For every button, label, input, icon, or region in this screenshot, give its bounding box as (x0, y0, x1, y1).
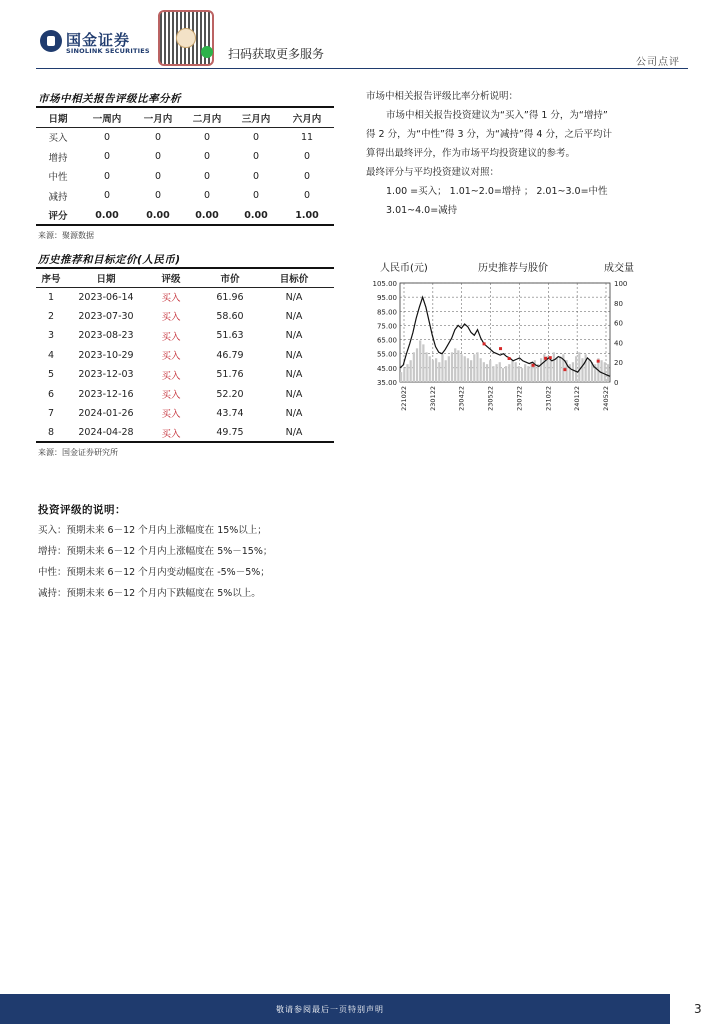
target-price-cell: N/A (285, 388, 303, 400)
rating-explain-line-4: 最终评分与平均投资建议对照： (366, 167, 500, 178)
date-cell: 2023-12-16 (78, 388, 134, 400)
six-month-cell: 0 (303, 190, 311, 202)
chart-title: 历史推荐与股价 (478, 263, 548, 274)
chart-volume-bar (556, 358, 558, 382)
spacer-cell (324, 346, 334, 365)
table-row (36, 365, 334, 384)
week-cell: 0.00 (95, 209, 119, 221)
chart-volume-bar (508, 364, 510, 382)
table-row (36, 326, 334, 345)
spacer-cell (324, 365, 334, 384)
chart-volume-bar (457, 350, 459, 382)
chart-xtick-label: 221022 (400, 386, 408, 411)
page-number: 3 (694, 1002, 702, 1016)
table-row (36, 206, 334, 226)
six-month-cell: 11 (300, 131, 314, 143)
spacer-cell (324, 268, 334, 287)
header-divider (36, 68, 688, 69)
chart-xtick-label: 240522 (602, 386, 610, 411)
chart-volume-bar (480, 358, 482, 382)
chart-volume-bar (454, 348, 456, 382)
wechat-badge-icon (201, 46, 213, 58)
column-header: 日期 (96, 273, 116, 285)
chart-volume-bar (419, 340, 421, 382)
table-row (36, 167, 334, 187)
price-cell: 58.60 (216, 310, 244, 322)
spacer-cell (324, 307, 334, 326)
index-cell: 2 (47, 310, 55, 322)
index-cell: 1 (47, 291, 55, 303)
rating-explain-line-6: 3.01~4.0=减持 (386, 205, 458, 216)
history-table (36, 268, 334, 443)
rating-def-buy: 买入：预期未来 6－12 个月内上涨幅度在 15%以上； (38, 525, 267, 536)
company-name-en: SINOLINK SECURITIES (66, 47, 150, 55)
chart-volume-bar (473, 354, 475, 382)
chart-rating-marker (499, 347, 502, 350)
rating-cell: 买入 (161, 312, 181, 324)
chart-right-axis (614, 280, 627, 387)
two-month-cell: 0.00 (195, 209, 219, 221)
rating-stats-bottom-rule (36, 224, 334, 226)
rating-explain-line-2: 得 2 分，为“中性”得 3 分，为“减持”得 4 分，之后平均计 (366, 129, 612, 140)
rating-explain-line-1: 市场中相关报告投资建议为“买入”得 1 分，为“增持” (386, 110, 608, 121)
chart-volume-bar (527, 366, 529, 382)
history-header-rule (36, 287, 334, 288)
rating-explain-title: 市场中相关报告评级比率分析说明： (366, 91, 519, 102)
rating-cell: 买入 (161, 293, 181, 305)
chart-y2tick-label: 40 (614, 339, 623, 348)
chart-rating-marker (508, 357, 511, 360)
week-cell: 0 (103, 190, 111, 202)
row-label-cell: 买入 (48, 133, 68, 145)
row-label-cell: 减持 (48, 191, 68, 203)
chart-volume-bar (413, 352, 415, 382)
chart-volume-bar (438, 362, 440, 382)
qr-center-logo-icon (176, 28, 196, 48)
date-cell: 2024-01-26 (78, 407, 134, 419)
chart-ytick-label: 105.00 (372, 280, 397, 288)
chart-volume-bar (470, 360, 472, 382)
chart-volume-bar (600, 360, 602, 382)
chart-xtick-label: 230522 (486, 386, 495, 411)
chart-y2tick-label: 20 (614, 359, 623, 368)
two-month-cell: 0 (203, 170, 211, 182)
column-header: 日期 (48, 113, 68, 125)
column-header: 序号 (41, 273, 61, 285)
column-header: 三月内 (241, 113, 271, 125)
table-row (36, 423, 334, 442)
rating-def-neutral: 中性：预期未来 6－12 个月内变动幅度在 -5%－5%； (38, 567, 270, 578)
date-cell: 2023-06-14 (78, 291, 134, 303)
chart-volume-bar (511, 360, 513, 382)
history-source: 来源：国金证券研究所 (38, 448, 118, 457)
footer-disclaimer-link[interactable]: 敬请参阅最后一页特别声明 (276, 1005, 384, 1014)
two-month-cell: 0 (203, 151, 211, 163)
column-header: 二月内 (192, 113, 222, 125)
index-cell: 7 (47, 407, 55, 419)
chart-rating-marker (549, 356, 552, 359)
chart-volume-bar (429, 356, 431, 382)
rating-def-underweight: 减持：预期未来 6－12 个月内下跌幅度在 5%以上。 (38, 588, 261, 599)
two-month-cell: 0 (203, 190, 211, 202)
chart-volume-bar (451, 352, 453, 382)
chart-ytick-label: 75.00 (376, 322, 397, 331)
rating-explain-line-3: 算得出最终评分，作为市场平均投资建议的参考。 (366, 148, 576, 159)
price-cell: 51.76 (216, 369, 244, 381)
chart-volume-bar (578, 352, 580, 382)
chart-ytick-label: 95.00 (376, 294, 397, 303)
date-cell: 2024-04-28 (78, 427, 134, 439)
chart-volume-bar (572, 362, 574, 382)
company-name-cn: 国金证券 (66, 31, 131, 49)
chart-volume-bar (499, 362, 501, 382)
rating-explain-line-5: 1.00 =买入； 1.01~2.0=增持 ； 2.01~3.0=中性 (386, 186, 608, 197)
price-cell: 61.96 (216, 291, 244, 303)
chart-volume-bar (425, 352, 427, 382)
rating-stats-header-rule (36, 127, 334, 128)
rating-stats-source: 来源：聚源数据 (38, 231, 94, 240)
chart-rating-marker (483, 342, 486, 345)
index-cell: 4 (47, 349, 55, 361)
chart-volume-bar (441, 354, 443, 382)
column-header: 目标价 (279, 273, 309, 285)
target-price-cell: N/A (285, 330, 303, 342)
chart-volume-bar (540, 358, 542, 382)
chart-y2tick-label: 0 (614, 379, 619, 387)
chart-volume-bar (476, 352, 478, 382)
chart-volume-bar (492, 366, 494, 382)
three-month-cell: 0 (252, 151, 260, 163)
column-header: 一周内 (92, 113, 122, 125)
table-row (36, 128, 334, 148)
week-cell: 0 (103, 151, 111, 163)
chart-rating-marker (597, 360, 600, 363)
rating-def-title: 投资评级的说明： (38, 504, 126, 516)
chart-volume-bar (406, 364, 408, 382)
rating-stats-table (36, 108, 334, 225)
date-cell: 2023-07-30 (78, 310, 134, 322)
index-cell: 8 (47, 427, 55, 439)
chart-xtick-label: 230122 (428, 386, 437, 411)
index-cell: 3 (47, 330, 55, 342)
chart-volume-bar (607, 364, 609, 382)
date-cell: 2023-08-23 (78, 330, 134, 342)
spacer-cell (324, 423, 334, 442)
three-month-cell: 0 (252, 190, 260, 202)
chart-left-axis (373, 280, 398, 387)
table-row (36, 346, 334, 365)
chart-volume-bar (489, 360, 491, 382)
table-row (36, 147, 334, 167)
six-month-cell: 0 (303, 170, 311, 182)
history-title: 历史推荐和目标定价(人民币) (38, 254, 181, 266)
chart-volume-bar (521, 368, 523, 382)
price-cell: 46.79 (216, 349, 244, 361)
table-row (36, 404, 334, 423)
price-history-chart (362, 256, 662, 418)
chart-volume-bar (445, 360, 447, 382)
chart-ylabel: 人民币(元) (380, 263, 428, 274)
chart-y2label: 成交量 (604, 263, 634, 274)
chart-y2tick-label: 100 (614, 280, 628, 288)
history-bottom-rule (36, 441, 334, 443)
chart-xtick-label: 240122 (573, 386, 582, 411)
chart-volume-bar (505, 366, 507, 382)
rating-cell: 买入 (161, 370, 181, 382)
chart-volume-bar (559, 356, 561, 382)
two-month-cell: 0 (203, 131, 211, 143)
table-row (36, 384, 334, 403)
chart-xtick-label: 231022 (544, 386, 553, 411)
rating-cell: 买入 (161, 351, 181, 363)
chart-volume-bar (518, 366, 520, 382)
index-cell: 5 (47, 369, 55, 381)
rating-cell: 买入 (161, 390, 181, 402)
month-cell: 0.00 (146, 209, 170, 221)
chart-volume-bar (460, 354, 462, 382)
chart-x-axis (400, 386, 610, 411)
chart-volume-bar (403, 368, 405, 382)
spacer-cell (324, 384, 334, 403)
scan-prompt: 扫码获取更多服务 (228, 47, 325, 61)
row-label-cell: 增持 (48, 152, 68, 164)
spacer-cell (324, 404, 334, 423)
chart-volume-bar (502, 368, 504, 382)
chart-volume-bar (575, 356, 577, 382)
month-cell: 0 (154, 131, 162, 143)
column-header: 市价 (220, 273, 240, 285)
price-cell: 43.74 (216, 407, 244, 419)
table-row (36, 307, 334, 326)
table-header-row (36, 268, 334, 287)
table-row (36, 186, 334, 206)
spacer-cell (324, 287, 334, 306)
chart-ytick-label: 65.00 (376, 336, 397, 345)
month-cell: 0 (154, 170, 162, 182)
column-header: 六月内 (292, 113, 322, 125)
chart-volume-bars (400, 340, 609, 382)
chart-volume-bar (467, 358, 469, 382)
date-cell: 2023-10-29 (78, 349, 134, 361)
chart-rating-marker (544, 357, 547, 360)
chart-rating-marker (563, 368, 566, 371)
chart-y2tick-label: 60 (614, 319, 623, 328)
rating-cell: 买入 (161, 331, 181, 343)
chart-ytick-label: 45.00 (376, 364, 397, 373)
price-cell: 52.20 (216, 388, 244, 400)
column-header: 一月内 (143, 113, 173, 125)
chart-volume-bar (604, 362, 606, 382)
chart-volume-bar (464, 356, 466, 382)
rating-cell: 买入 (161, 428, 181, 440)
price-cell: 49.75 (216, 427, 244, 439)
chart-volume-bar (495, 364, 497, 382)
index-cell: 6 (47, 388, 55, 400)
column-header: 评级 (161, 273, 181, 285)
chart-volume-bar (400, 372, 402, 382)
row-label-cell: 评分 (48, 211, 68, 223)
chart-volume-bar (448, 356, 450, 382)
month-cell: 0 (154, 190, 162, 202)
row-label-cell: 中性 (48, 172, 68, 184)
chart-volume-bar (588, 360, 590, 382)
spacer-cell (324, 326, 334, 345)
chart-xtick-label: 230422 (457, 386, 466, 411)
chart-volume-bar (435, 358, 437, 382)
chart-volume-bar (550, 360, 552, 382)
chart-ytick-label: 55.00 (376, 350, 397, 359)
chart-volume-bar (486, 364, 488, 382)
target-price-cell: N/A (285, 349, 303, 361)
chart-volume-bar (416, 348, 418, 382)
target-price-cell: N/A (285, 310, 303, 322)
table-header-row (36, 108, 334, 128)
three-month-cell: 0.00 (244, 209, 268, 221)
table-row (36, 287, 334, 306)
chart-ytick-label: 35.00 (376, 379, 397, 387)
chart-volume-bar (553, 352, 555, 382)
six-month-cell: 1.00 (295, 209, 319, 221)
three-month-cell: 0 (252, 170, 260, 182)
chart-rating-marker (532, 364, 535, 367)
chart-volume-bar (432, 360, 434, 382)
chart-volume-bar (524, 364, 526, 382)
week-cell: 0 (103, 170, 111, 182)
rating-def-overweight: 增持：预期未来 6－12 个月内上涨幅度在 5%－15%； (38, 546, 273, 557)
chart-volume-bar (483, 362, 485, 382)
six-month-cell: 0 (303, 151, 311, 163)
target-price-cell: N/A (285, 369, 303, 381)
week-cell: 0 (103, 131, 111, 143)
chart-xtick-label: 230722 (515, 386, 524, 411)
target-price-cell: N/A (285, 427, 303, 439)
month-cell: 0 (154, 151, 162, 163)
chart-volume-bar (410, 360, 412, 382)
target-price-cell: N/A (285, 407, 303, 419)
document-type: 公司点评 (636, 57, 680, 68)
rating-stats-title: 市场中相关报告评级比率分析 (38, 93, 181, 105)
company-logo-icon (40, 30, 62, 52)
price-cell: 51.63 (216, 330, 244, 342)
chart-y2tick-label: 80 (614, 299, 623, 308)
target-price-cell: N/A (285, 291, 303, 303)
three-month-cell: 0 (252, 131, 260, 143)
chart-volume-bar (515, 362, 517, 382)
rating-cell: 买入 (161, 409, 181, 421)
date-cell: 2023-12-03 (78, 369, 134, 381)
chart-ytick-label: 85.00 (376, 308, 397, 317)
chart-volume-bar (581, 358, 583, 382)
chart-volume-bar (422, 344, 424, 382)
